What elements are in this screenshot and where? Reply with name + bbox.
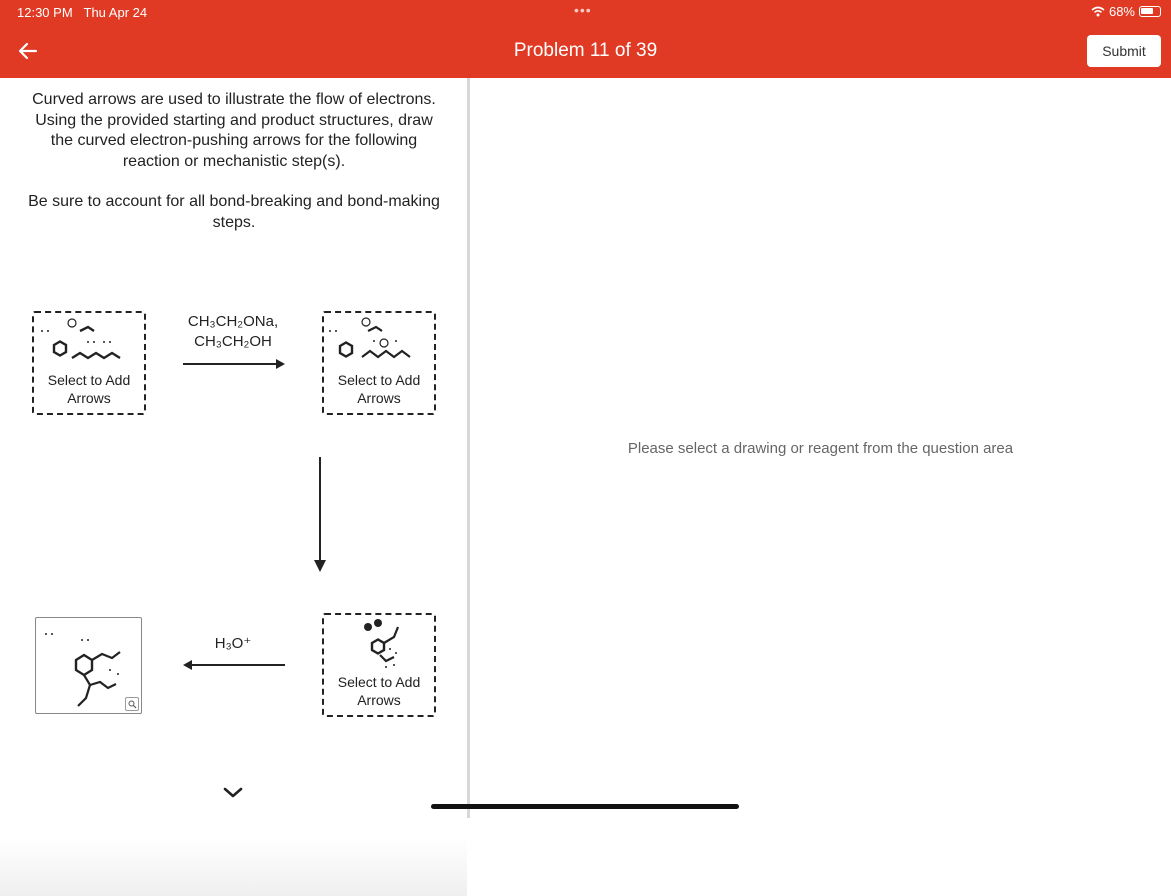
- multitask-dots[interactable]: •••: [574, 2, 592, 18]
- scroll-fade: [0, 838, 467, 896]
- empty-state-hint: Please select a drawing or reagent from the question area: [627, 440, 1014, 457]
- home-indicator[interactable]: [431, 804, 739, 809]
- product-structure-box[interactable]: [322, 613, 436, 717]
- select-arrows-label: Select to Add Arrows: [47, 372, 131, 406]
- top-bar: [0, 0, 1171, 78]
- reagent-1[interactable]: [160, 312, 306, 352]
- final-product-box[interactable]: [35, 617, 142, 714]
- reaction-arrow-left: [182, 659, 286, 671]
- starting-structure-box[interactable]: [32, 311, 146, 415]
- intermediate-structure-box[interactable]: [322, 311, 436, 415]
- instructions: [25, 90, 443, 233]
- date: Thu Apr 24: [83, 5, 148, 20]
- magnifier-icon: [128, 700, 137, 709]
- select-arrows-label: Select to Add Arrows: [337, 674, 421, 708]
- clock: 12:30 PM: [17, 5, 73, 20]
- wifi-icon: [1091, 6, 1105, 17]
- status-indicators: [1091, 4, 1161, 19]
- page-title: Problem 11 of 39: [513, 40, 658, 61]
- instructions-paragraph-2: Be sure to account for all bond-breaking and bond-making steps.: [28, 193, 440, 231]
- status-time: [17, 5, 147, 20]
- reagent-2[interactable]: H₃O⁺: [214, 635, 252, 652]
- reaction-arrow-down: [312, 456, 328, 574]
- reagent-1-line-2: CH₃CH₂OH: [194, 333, 272, 350]
- zoom-button[interactable]: [125, 697, 139, 711]
- chevron-down-icon[interactable]: [222, 786, 244, 800]
- battery-icon: [1139, 6, 1161, 17]
- reagent-1-line-1: CH₃CH₂ONa,: [187, 313, 279, 330]
- select-arrows-label: Select to Add Arrows: [337, 372, 421, 406]
- drawing-area[interactable]: [470, 78, 1171, 818]
- question-area: [0, 78, 467, 818]
- submit-button[interactable]: Submit: [1087, 35, 1161, 67]
- instructions-paragraph-1: Curved arrows are used to illustrate the flow of electrons. Using the provided starting and product structures, draw the curved electron-pushing arrows for the following reaction or mechanistic step(s).: [32, 91, 436, 170]
- battery-percent: 68%: [1108, 4, 1135, 19]
- reaction-arrow-right: [182, 358, 286, 370]
